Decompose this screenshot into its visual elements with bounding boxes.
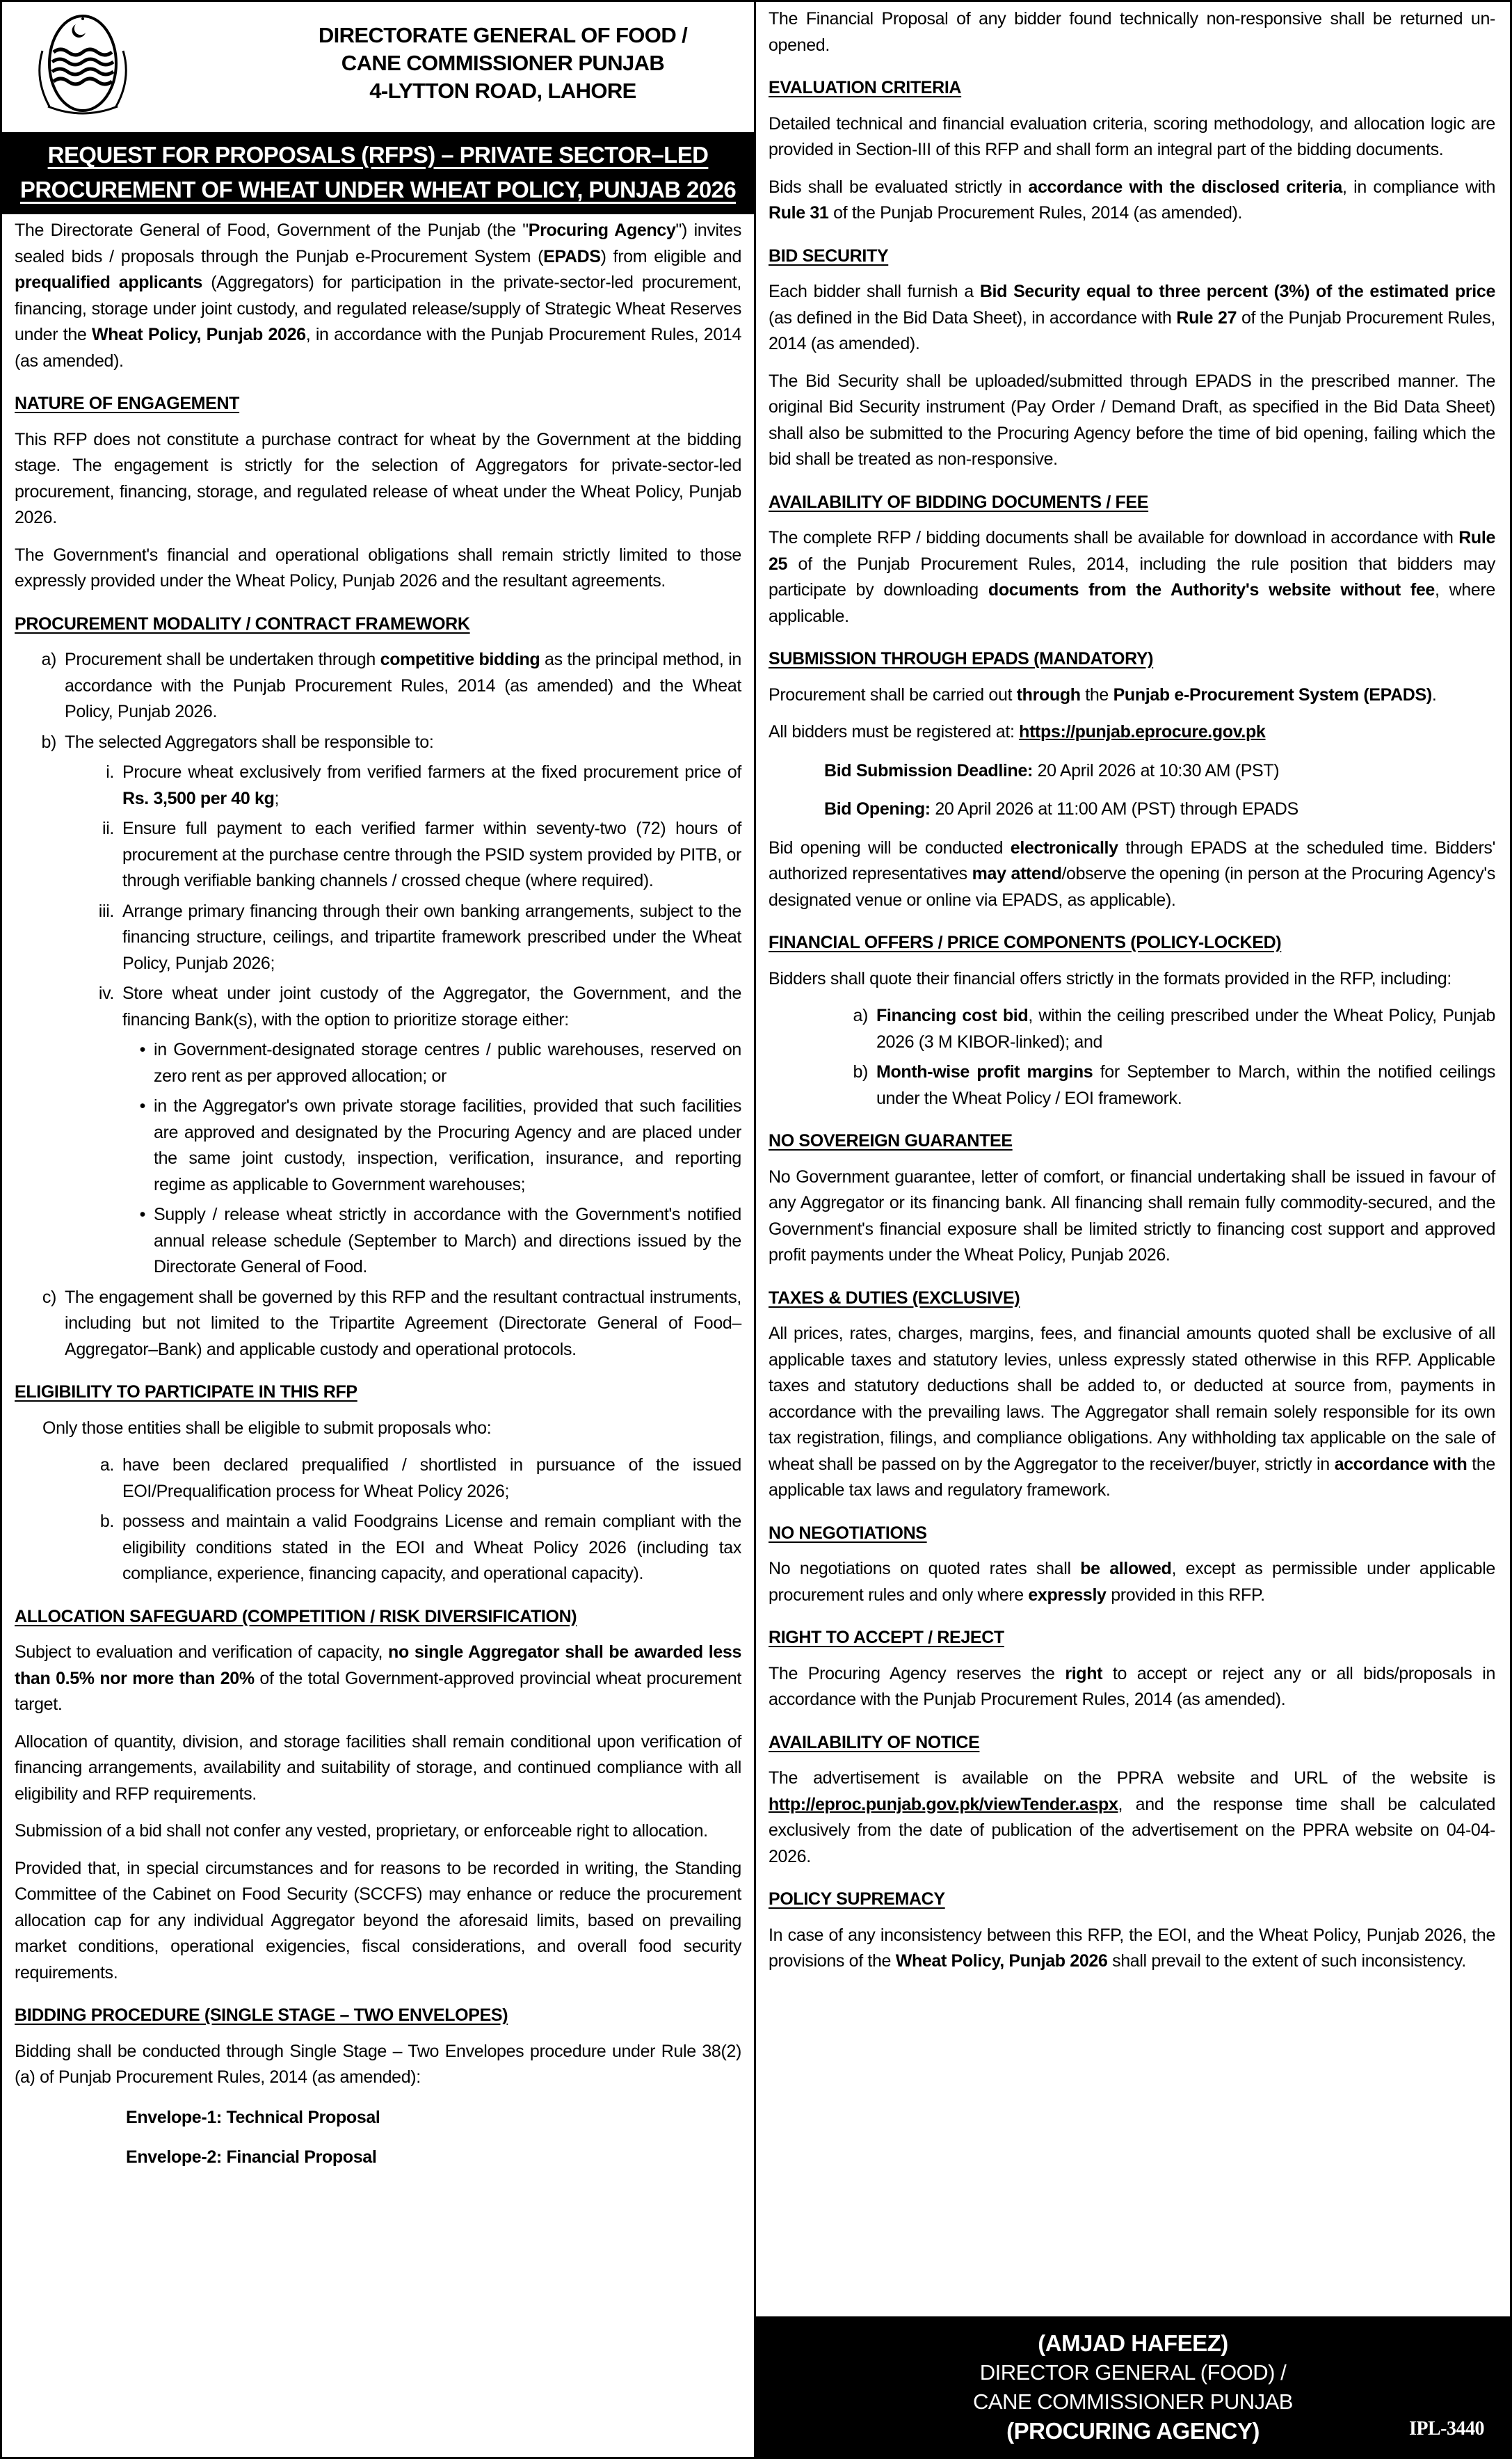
text: , within the ceiling prescribed under the Wheat Policy, Punjab 2026 (3 M KIBOR-linked); and: [876, 1006, 1495, 1052]
right-column: [754, 0, 1512, 2459]
section-heading: [769, 1887, 1495, 1913]
text: ELIGIBILITY TO PARTICIPATE IN THIS RFP: [15, 1382, 357, 1402]
emphasis-text: Procuring Agency: [528, 221, 676, 240]
list-item-text: [65, 647, 741, 726]
emphasis-text: competitive bidding: [380, 650, 540, 669]
text: possess and maintain a valid Foodgrains License and remain compliant with the eligibility conditions stated in the EOI and Wheat Policy 2026 (including tax compliance, experience, financing capacity, and operational capacity).: [122, 1512, 741, 1583]
text: NO NEGOTIATIONS: [769, 1523, 927, 1543]
list-item-text: [154, 1202, 741, 1281]
text: The complete RFP / bidding documents shall be available for download in accordance with: [769, 528, 1459, 547]
text: BIDDING PROCEDURE (SINGLE STAGE – TWO ENVELOPES): [15, 2005, 508, 2025]
paragraph: [15, 1818, 741, 1845]
text: AVAILABILITY OF BIDDING DOCUMENTS / FEE: [769, 492, 1149, 512]
list-item-text: [154, 1094, 741, 1198]
section-heading: [769, 1730, 1495, 1756]
text: to accept or reject any or all bids/proposals in accordance with the Punjab Procurement Rules, 2014 (as amended).: [769, 1663, 1495, 1709]
paragraph: [15, 2145, 741, 2171]
paragraph: [15, 1416, 741, 1442]
section-heading: [15, 1604, 741, 1631]
emphasis-text: be allowed: [1080, 1559, 1172, 1578]
list-item-text: [122, 1452, 741, 1505]
list-marker: •: [139, 1096, 145, 1116]
list-marker: b.: [99, 1512, 114, 1531]
paragraph: [15, 1856, 741, 1987]
list-item-text: [122, 981, 741, 1033]
text: AVAILABILITY OF NOTICE: [769, 1732, 980, 1752]
paragraph: [769, 1556, 1495, 1608]
emphasis-text: Rule 27: [1176, 307, 1237, 328]
text: (Aggregators) for participation in the private-sector-led procurement, financing, storage under joint custody, and regulated release/supply of Strategic Wheat Reserves under the: [15, 273, 741, 344]
text: Bid opening will be conducted: [769, 838, 1011, 858]
text: FINANCIAL OFFERS / PRICE COMPONENTS (POLICY-LOCKED): [769, 933, 1282, 952]
text: in the Aggregator's own private storage facilities, provided that such facilities are approved and designated by the Procuring Agency and are placed under the same joint custody, inspection, verification, insurance, and reporting regime as applicable to Government warehouses;: [154, 1096, 741, 1194]
list-item-text: [122, 760, 741, 812]
text: Supply / release wheat strictly in accordance with the Government's notified annual release schedule (September to March) and directions issued by the Directorate General of Food.: [154, 1205, 741, 1276]
text: Bids shall be evaluated strictly in: [769, 177, 1029, 197]
signatory-role: (PROCURING AGENCY): [1006, 2418, 1260, 2444]
text: TAXES & DUTIES (EXCLUSIVE): [769, 1288, 1020, 1308]
emphasis-text: Bid Submission Deadline:: [824, 760, 1033, 780]
emphasis-text: electronically: [1010, 838, 1118, 858]
emphasis-text: right: [1065, 1663, 1103, 1683]
right-column-content: [756, 6, 1508, 1986]
emphasis-text: Month-wise profit margins: [876, 1062, 1093, 1082]
paragraph: [769, 796, 1495, 823]
paragraph: [15, 2039, 741, 2091]
text: 20 April 2026 at 11:00 AM (PST) through EPADS: [930, 799, 1298, 819]
section-heading: [15, 2003, 741, 2029]
section-heading: [769, 930, 1495, 956]
list-item: [15, 1452, 741, 1505]
emphasis-text: Rs. 3,500 per 40 kg: [122, 788, 275, 808]
list-marker: a): [41, 650, 56, 669]
paragraph: [15, 543, 741, 595]
section-heading: [15, 391, 741, 417]
paragraph: [15, 218, 741, 374]
emphasis-text: Punjab e-Procurement System (EPADS): [1113, 684, 1432, 705]
list-item: [15, 1094, 741, 1198]
text: All prices, rates, charges, margins, fees, and financial amounts quoted shall be exclusive of all applicable taxes and statutory levies, unless expressly stated otherwise in this RFP. Applicable taxes and statutory deductions shall be added to, or deducted at source from, payments in accordance with the prevailing laws. The Aggregator shall remain solely responsible for its own tax registration, filings, and compliance obligations. Any withholding tax applicable on the sale of wheat shall be passed on by the Aggregator to the receiver/buyer, strictly in: [769, 1324, 1495, 1474]
emphasis-text: Bid Security equal to three percent (3%) of the estimated price: [979, 282, 1496, 301]
url-link[interactable]: http://eproc.punjab.gov.pk/viewTender.aspx: [769, 1794, 1118, 1814]
list-item-text: [122, 816, 741, 895]
text: Store wheat under joint custody of the Aggregator, the Government, and the financing Bank(s), with the option to prioritize storage either:: [122, 984, 741, 1030]
left-column-content: [2, 218, 754, 2178]
text: 20 April 2026 at 10:30 AM (PST): [1032, 760, 1280, 780]
list-item-text: [122, 899, 741, 977]
paragraph: [769, 1765, 1495, 1870]
text: The selected Aggregators shall be responsible to:: [65, 732, 434, 752]
advertisement-reference: IPL-3440: [1409, 2418, 1484, 2440]
paragraph: [769, 719, 1495, 746]
emphasis-text: expressly: [1028, 1585, 1107, 1605]
list-item-text: [876, 1059, 1495, 1112]
list-item: [15, 816, 741, 895]
text: EVALUATION CRITERIA: [769, 78, 962, 97]
emphasis-text: Wheat Policy, Punjab 2026: [92, 325, 306, 344]
text: , in accordance with the Punjab Procurement Rules, 2014 (as amended).: [15, 325, 741, 371]
text: BID SECURITY: [769, 246, 889, 266]
text: have been declared prequalified / shortlisted in pursuance of the issued EOI/Prequalification process for Wheat Policy 2026;: [122, 1455, 741, 1501]
list-marker: iii.: [98, 901, 114, 921]
text: (as defined in the Bid Data Sheet), in accordance with: [769, 307, 1177, 328]
list-marker: •: [139, 1205, 145, 1224]
text: No Government guarantee, letter of comfort, or financial undertaking shall be issued in favour of any Aggregator or its financing bank. All financing shall remain fully commodity-secured, and the Government's financial exposure shall be limited strictly to financing cost support and approved profit payments under the Wheat Policy, Punjab 2026.: [769, 1167, 1495, 1265]
list-item: [15, 647, 741, 726]
text: Bidding shall be conducted through Single Stage – Two Envelopes procedure under Rule 38(2)(a) of Punjab Procurement Rules, 2014 (as amended):: [15, 2041, 741, 2087]
paragraph: [769, 758, 1495, 785]
text: In case of any inconsistency between this RFP, the EOI, and the Wheat Policy, Punjab 2026, the provisions of the: [769, 1925, 1495, 1971]
title-line-2: PROCUREMENT OF WHEAT UNDER WHEAT POLICY, PUNJAB 2026: [19, 177, 737, 202]
paragraph: [769, 1923, 1495, 1975]
list-item: [15, 981, 741, 1033]
text: Envelope-2: Financial Proposal: [126, 2147, 377, 2167]
text: SUBMISSION THROUGH EPADS (MANDATORY): [769, 649, 1154, 668]
paragraph: [769, 1661, 1495, 1713]
text: in Government-designated storage centres / public warehouses, reserved on zero rent as per approved allocation; or: [154, 1040, 741, 1086]
text: /observe the opening (in person at the Procuring Agency's designated venue or online via EPADS, as applicable).: [769, 864, 1495, 910]
text: PROCUREMENT MODALITY / CONTRACT FRAMEWORK: [15, 614, 470, 634]
text: This RFP does not constitute a purchase contract for wheat by the Government at the bidding stage. The engagement is strictly for the selection of Aggregators for private-sector-led procurement, financing, storage, and regulated release of wheat under the Wheat Policy, Punjab 2026.: [15, 429, 741, 527]
text: as the principal method, in accordance with the Punjab Procurement Rules, 2014 (as amended) and the Wheat Policy, Punjab 2026.: [65, 650, 741, 721]
list-marker: ii.: [102, 819, 114, 838]
text: Each bidder shall furnish a: [769, 282, 980, 301]
signatory-title-2: CANE COMMISSIONER PUNJAB: [973, 2389, 1293, 2414]
text: Provided that, in special circumstances and for reasons to be recorded in writing, the Standing Committee of the Cabinet on Food Security (SCCFS) may enhance or reduce the procurement allocation cap for any individual Aggregator beyond the aforesaid limits, based on prevailing market conditions, operational exigencies, fiscal considerations, and overall food security requirements.: [15, 1858, 741, 1983]
paragraph: [769, 682, 1495, 709]
paragraph: [769, 175, 1495, 227]
list-marker: •: [139, 1040, 145, 1059]
signature-block: [754, 2316, 1512, 2459]
text: Procurement shall be carried out: [769, 684, 1017, 705]
emphasis-text: EPADS: [543, 246, 601, 266]
signatory-title-1: DIRECTOR GENERAL (FOOD) /: [979, 2360, 1287, 2385]
section-heading: [769, 1285, 1495, 1312]
document-title-band: [2, 132, 754, 214]
emphasis-text: through: [1016, 684, 1081, 705]
list-item-text: [154, 1037, 741, 1089]
text: Procure wheat exclusively from verified farmers at the fixed procurement price of: [122, 762, 741, 782]
paragraph: [769, 1164, 1495, 1269]
org-address: 4-LYTTON ROAD, LAHORE: [369, 79, 636, 103]
text: No negotiations on quoted rates shall: [769, 1559, 1081, 1578]
paragraph: [15, 427, 741, 531]
text: RIGHT TO ACCEPT / REJECT: [769, 1628, 1004, 1647]
text: ALLOCATION SAFEGUARD (COMPETITION / RISK DIVERSIFICATION): [15, 1606, 577, 1626]
text: Only those entities shall be eligible to submit proposals who:: [42, 1418, 492, 1438]
text: NO SOVEREIGN GUARANTEE: [769, 1131, 1013, 1151]
text: , in compliance with: [1342, 177, 1496, 197]
list-item: [15, 760, 741, 812]
paragraph: [769, 369, 1495, 473]
text: of the total Government-approved provincial wheat procurement target.: [15, 1668, 741, 1714]
paragraph: [769, 6, 1495, 58]
text: ;: [274, 788, 280, 808]
text: ") invites sealed bids / proposals through the Punjab e-Procurement System (: [15, 221, 741, 266]
paragraph: [769, 525, 1495, 630]
emphasis-text: prequalified applicants: [15, 273, 202, 292]
paragraph: [15, 1640, 741, 1718]
list-item: [15, 1285, 741, 1363]
paragraph: [769, 1321, 1495, 1504]
section-heading: [769, 1625, 1495, 1651]
paragraph: [769, 279, 1495, 358]
list-item: [15, 1509, 741, 1587]
text: Subject to evaluation and verification of capacity,: [15, 1642, 389, 1662]
emphasis-text: accordance with: [1334, 1454, 1467, 1474]
list-item-text: [65, 1285, 741, 1363]
list-item: [769, 1059, 1495, 1112]
list-marker: a): [853, 1006, 868, 1025]
text: of the Punjab Procurement Rules, 2014, including the rule position that bidders may participate by downloading: [769, 554, 1495, 600]
section-heading: [769, 646, 1495, 673]
emphasis-text: Wheat Policy, Punjab 2026: [895, 1951, 1108, 1971]
text: POLICY SUPREMACY: [769, 1889, 945, 1909]
text: .: [1431, 684, 1437, 705]
text: the: [1080, 684, 1113, 705]
text: Ensure full payment to each verified farmer within seventy-two (72) hours of procurement at the purchase centre through the PSID system provided by PITB, or through verifiable banking channels / crossed cheque (where required).: [122, 819, 741, 890]
text: The advertisement is available on the PPRA website and URL of the website is: [769, 1768, 1495, 1788]
text: The Financial Proposal of any bidder found technically non-responsive shall be returned un-opened.: [769, 9, 1495, 55]
list-item-text: [876, 1003, 1495, 1055]
list-item-text: [65, 730, 741, 756]
organization-name: [294, 22, 711, 105]
text: , where applicable.: [769, 580, 1495, 626]
text: the applicable tax laws and regulatory framework.: [769, 1454, 1495, 1500]
list-item: [15, 1202, 741, 1281]
text: for September to March, within the notified ceilings under the Wheat Policy / EOI framework.: [876, 1062, 1495, 1108]
text: All bidders must be registered at:: [769, 722, 1020, 742]
text: through EPADS at the scheduled time. Bidders' authorized representatives: [769, 838, 1495, 883]
text: , and the response time shall be calculated exclusively from the date of publication of the advertisement on the PPRA website on 04-04-2026.: [769, 1794, 1495, 1866]
text: The Bid Security shall be uploaded/submitted through EPADS in the prescribed manner. The original Bid Security instrument (Pay Order / Demand Draft, as specified in the Bid Data Sheet) shall also be submitted to the Procuring Agency before the time of bid opening, failing which the bid shall be treated as non-responsive.: [769, 371, 1495, 469]
text: Allocation of quantity, division, and storage facilities shall remain conditional upon verification of financing arrangements, availability and suitability of storage, and continued compliance with all eligibility and RFP requirements.: [15, 1731, 741, 1804]
section-heading: [769, 243, 1495, 270]
text: NATURE OF ENGAGEMENT: [15, 394, 240, 413]
section-heading: [769, 75, 1495, 102]
text: Bidders shall quote their financial offers strictly in the formats provided in the RFP, including:: [769, 968, 1451, 988]
url-link[interactable]: https://punjab.eprocure.gov.pk: [1019, 722, 1266, 742]
list-marker: b): [41, 732, 56, 752]
text: , except as permissible under applicable procurement rules and only where: [769, 1559, 1495, 1605]
text: Submission of a bid shall not confer any vested, proprietary, or enforceable right to allocation.: [15, 1821, 708, 1841]
letterhead: [2, 2, 754, 132]
text: Procurement shall be undertaken through: [65, 650, 380, 669]
org-line-2: CANE COMMISSIONER PUNJAB: [341, 51, 665, 75]
list-item: [15, 730, 741, 756]
list-item: [15, 1037, 741, 1089]
emphasis-text: Rule 25: [769, 528, 1495, 574]
emphasis-text: Rule 31: [769, 203, 829, 223]
emphasis-text: no single Aggregator shall be awarded less than 0.5% nor more than 20%: [15, 1642, 741, 1688]
list-marker: i.: [106, 762, 114, 782]
punjab-government-emblem-icon: [27, 9, 138, 120]
section-heading: [15, 611, 741, 638]
title-line-1: REQUEST FOR PROPOSALS (RFPS) – PRIVATE SECTOR–LED: [47, 142, 709, 168]
emphasis-text: may attend: [972, 864, 1062, 883]
section-heading: [769, 490, 1495, 516]
list-marker: iv.: [98, 984, 114, 1003]
list-marker: a.: [99, 1455, 114, 1475]
paragraph: [769, 111, 1495, 163]
text: Envelope-1: Technical Proposal: [126, 2107, 380, 2127]
emphasis-text: accordance with the disclosed criteria: [1028, 177, 1342, 197]
text: Detailed technical and financial evaluation criteria, scoring methodology, and allocation logic are provided in Section-III of this RFP and shall form an integral part of the bidding documents.: [769, 113, 1495, 159]
list-item: [15, 899, 741, 977]
text: of the Punjab Procurement Rules, 2014 (as amended).: [828, 203, 1243, 223]
section-heading: [769, 1128, 1495, 1155]
paragraph: [15, 1729, 741, 1808]
section-heading: [15, 1379, 741, 1406]
paragraph: [769, 966, 1495, 993]
emphasis-text: Financing cost bid: [876, 1006, 1029, 1025]
text: ) from eligible and: [600, 246, 742, 266]
list-marker: b): [853, 1062, 868, 1082]
text: The engagement shall be governed by this RFP and the resultant contractual instruments, including but not limited to the Tripartite Agreement (Directorate General of Food–Aggregator–Bank) and applicable custody and operational protocols.: [65, 1287, 741, 1359]
paragraph: [769, 835, 1495, 914]
text: The Directorate General of Food, Government of the Punjab (the ": [15, 221, 529, 240]
text: Arrange primary financing through their own banking arrangements, subject to the financing structure, ceilings, and tripartite framework prescribed under the Wheat Policy, Punjab 2026;: [122, 901, 741, 973]
list-marker: c): [42, 1287, 56, 1307]
list-item-text: [122, 1509, 741, 1587]
section-heading: [769, 1521, 1495, 1547]
org-line-1: DIRECTORATE GENERAL OF FOOD /: [318, 23, 688, 47]
emphasis-text: Bid Opening:: [824, 799, 931, 819]
text: shall prevail to the extent of such inconsistency.: [1107, 1951, 1466, 1971]
emphasis-text: documents from the Authority's website without fee: [988, 580, 1435, 600]
list-item: [769, 1003, 1495, 1055]
text: of the Punjab Procurement Rules, 2014 (as amended).: [769, 307, 1495, 353]
signatory-name: (AMJAD HAFEEZ): [1038, 2330, 1228, 2356]
text: The Procuring Agency reserves the: [769, 1663, 1065, 1683]
paragraph: [15, 2105, 741, 2131]
text: provided in this RFP.: [1106, 1585, 1265, 1605]
text: The Government's financial and operational obligations shall remain strictly limited to those expressly provided under the Wheat Policy, Punjab 2026 and the resultant agreements.: [15, 545, 741, 591]
